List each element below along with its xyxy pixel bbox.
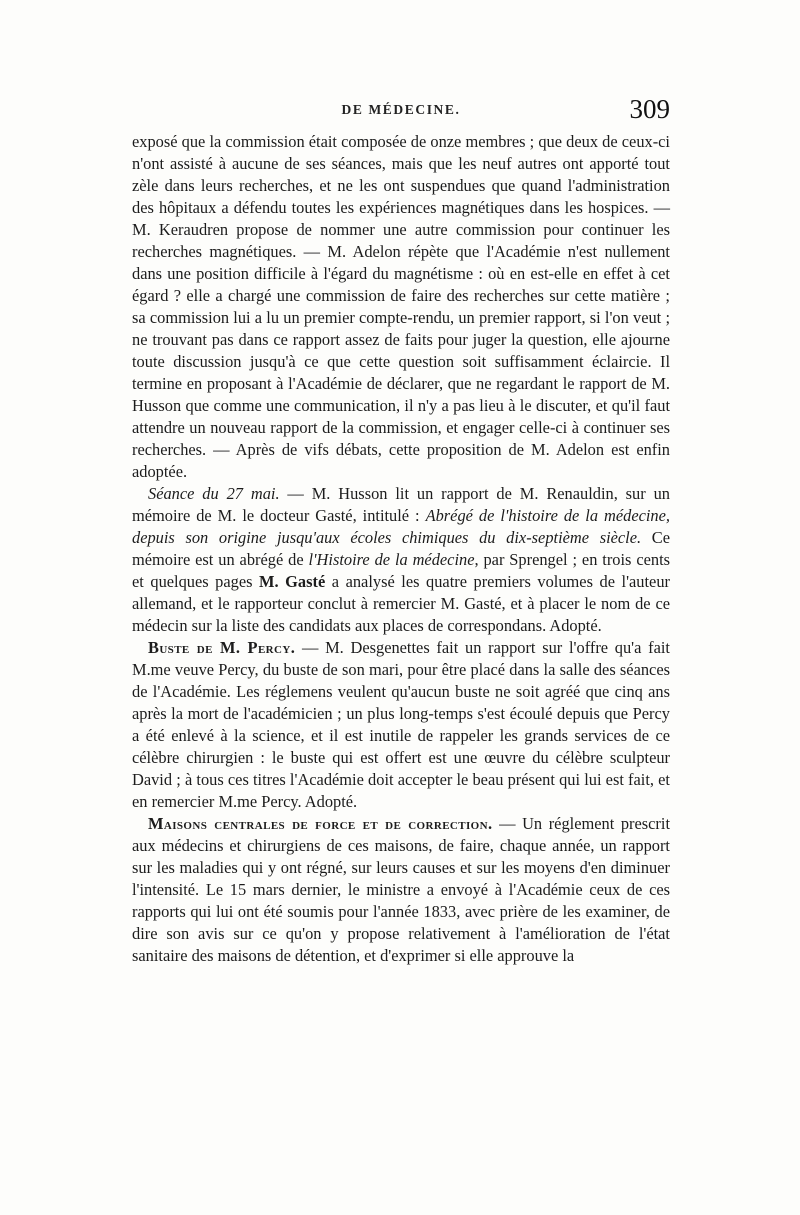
- session-date: Séance du 27 mai.: [148, 484, 280, 503]
- paragraph-text: — M. Desgenettes fait un rapport sur l'offre qu'a fait M.me veuve Percy, du buste de son mari, pour être placé dans la salle des séances de l'Académie. Les réglemens veulent qu'aucun buste ne soit agréé que cinq ans après la mort de l'académicien ; un plus long-temps s'est écoulé depuis que Percy a été enlevé à la science, et il est inutile de rappeler les grands services de ce célèbre chirurgien : le buste qui est offert est une œuvre du célèbre sculpteur David ; à tous ces titres l'Académie doit accepter le beau présent qui lui est fait, et en remercier M.me Percy. Adopté.: [132, 638, 670, 811]
- paragraph-text: — M. Husson lit un rapport de M. Renauldin, sur un mémoire de M. le docteur Gasté, intitulé :: [132, 484, 670, 525]
- paragraph-buste-percy: [132, 637, 670, 813]
- paragraph-text: — Un réglement prescrit aux médecins et chirurgiens de ces maisons, de faire, chaque année, un rapport sur les maladies qui y ont régné, sur leurs causes et sur les moyens d'en diminuer l'intensité. Le 15 mars dernier, le ministre a envoyé à l'Académie ceux de ces rapports qui lui ont été soumis pour l'année 1833, avec prière de les examiner, de dire son avis sur ce qu'on y propose relativement à l'amélioration de l'état sanitaire des maisons de détention, et d'exprimer si elle approuve la: [132, 814, 670, 965]
- page-header: [132, 94, 670, 132]
- running-head: DE MÉDECINE.: [341, 102, 461, 117]
- section-heading: Maisons centrales de force et de correction.: [148, 814, 493, 833]
- source-title: l'Histoire de la médecine: [308, 550, 475, 569]
- paragraph-text: a analysé les quatre premiers volumes de l'auteur allemand, et le rapporteur conclut à remercier M. Gasté, et à placer le nom de ce médecin sur la liste des candidats aux places de correspondans. Adopté.: [132, 572, 670, 635]
- page-number: 309: [629, 94, 670, 124]
- paragraph-text: exposé que la commission était composée de onze membres ; que deux de ceux-ci n'ont assisté à aucune de ses séances, mais que les neuf autres ont apporté tout zèle dans leurs recherches, et ne les ont suspendues que quand l'administration des hôpitaux a défendu toutes les expériences magnétiques dans les hospices. — M. Keraudren propose de nommer une autre commission pour continuer les recherches magnétiques. — M. Adelon répète que l'Académie n'est nullement dans une position difficile à l'égard du magnétisme : où en est-elle en effet à cet égard ? elle a chargé une commission de faire des recherches sur cette matière ; sa commission lui a lu un premier compte-rendu, un premier rapport, si l'on veut ; ne trouvant pas dans ce rapport assez de faits pour juger la question, elle ajourne toute discussion jusqu'à ce que cette question soit suffisamment éclaircie. Il termine en proposant à l'Académie de déclarer, que ne regardant le rapport de M. Husson que comme une communication, il n'y a pas lieu à le discuter, et qu'il faut attendre un nouveau rapport de la commission, et engager celle-ci à continuer ses recherches. — Après de vifs débats, cette proposition de M. Adelon est enfin adoptée.: [132, 132, 670, 481]
- body-text: [132, 131, 670, 967]
- paragraph-text: , par Sprengel ; en trois cents et quelques pages: [132, 550, 671, 591]
- author-name: M. Gasté: [259, 572, 326, 591]
- paragraph-text: Ce mémoire est un abrégé de: [132, 528, 670, 569]
- paragraph-maisons-centrales: [132, 813, 670, 967]
- paragraph-seance-27-mai: [132, 483, 670, 637]
- work-title: Abrégé de l'histoire de la médecine, depuis son origine jusqu'aux écoles chimiques du dix-septième siècle.: [132, 506, 671, 547]
- paragraph-commission-report: [132, 131, 670, 483]
- section-heading: Buste de M. Percy.: [148, 638, 296, 657]
